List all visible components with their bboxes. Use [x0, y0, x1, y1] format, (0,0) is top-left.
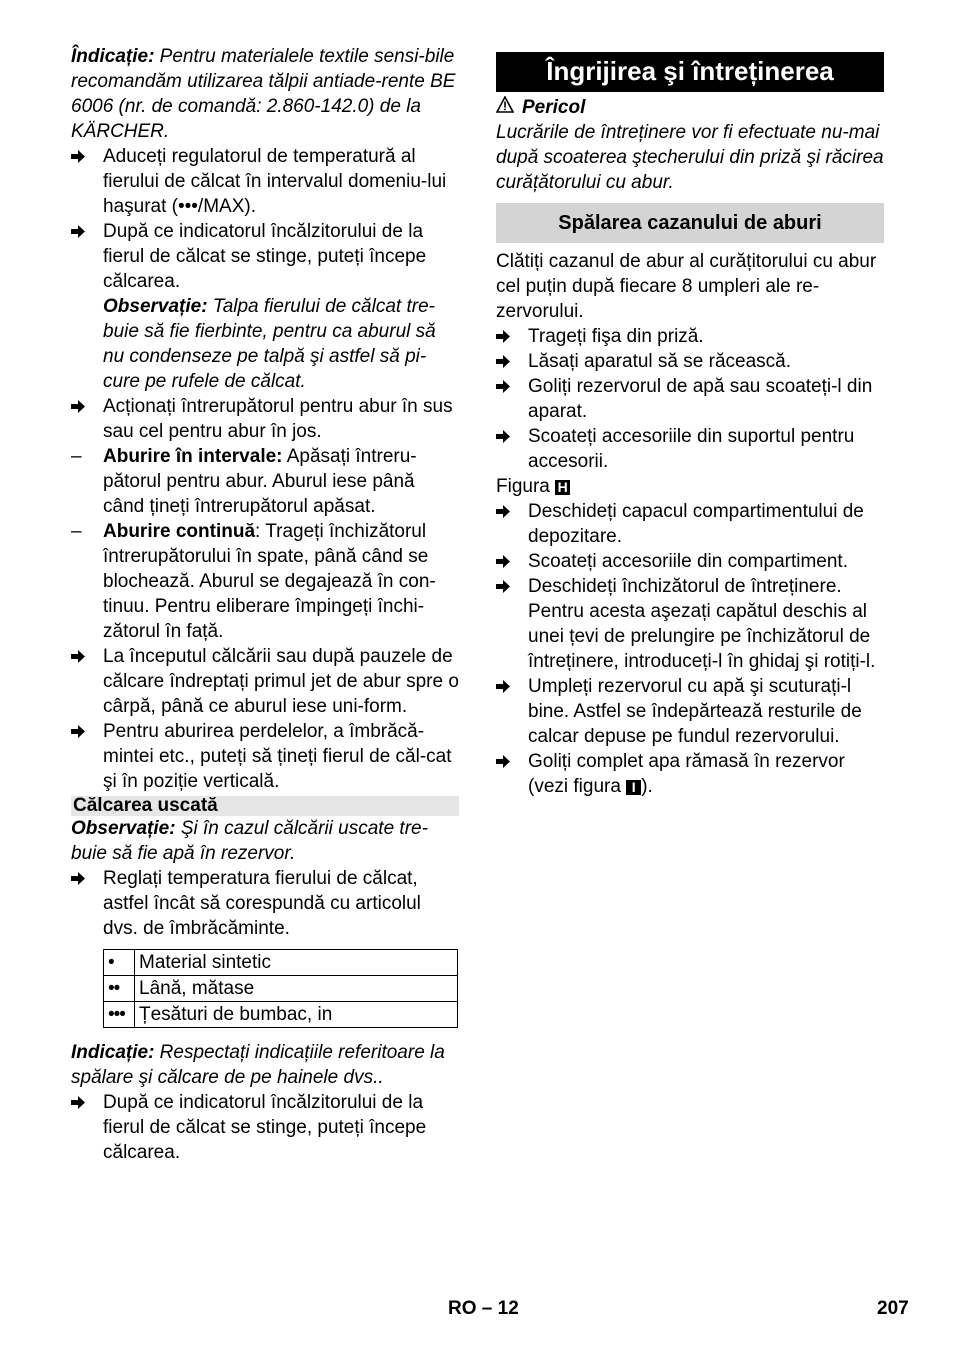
arrow-right-icon	[496, 549, 522, 568]
arrow-right-icon	[71, 719, 97, 738]
section-heading-dry-ironing: Călcarea uscată	[71, 796, 459, 816]
section-title: Îngrijirea şi întreținerea	[496, 52, 884, 92]
right-column	[496, 44, 884, 799]
left-column	[71, 44, 459, 1165]
fabric-name: Lână, mătase	[135, 976, 458, 1002]
table-row	[104, 950, 458, 976]
list-item: Trageți fişa din priză.	[496, 324, 884, 349]
page-number: 207	[877, 1298, 909, 1319]
fabric-name: Material sintetic	[135, 950, 458, 976]
footer-section-label: RO – 12	[448, 1298, 519, 1319]
dash-marker: –	[71, 446, 82, 467]
list-item: Deschideți închizătorul de întreținere. Pentru acesta aşezați capătul deschis al unei țevi de prelungire pe închizătorul de întreținere, introduceți-l în ghidaj şi rotiți-l.	[496, 574, 884, 674]
list-item: După ce indicatorul încălzitorului de la fierul de călcat se stinge, puteți începe călcarea.	[71, 1090, 459, 1165]
list-item: Goliți complet apa rămasă în rezervor (vezi figura I ).	[496, 749, 884, 799]
temperature-symbol: •••	[104, 1002, 135, 1028]
list-item: Aduceți regulatorul de temperatură al fierului de călcat în intervalul domeniu-lui haşurat (•••/MAX).	[71, 144, 459, 219]
observation-note: Observație: Şi în cazul călcării uscate tre-buie să fie apă în rezervor.	[71, 818, 428, 864]
fabric-name: Țesături de bumbac, in	[135, 1002, 458, 1028]
dash-marker: –	[71, 521, 82, 542]
arrow-right-icon	[496, 324, 522, 343]
table-row	[104, 1002, 458, 1028]
dash-item: – Aburire în intervale: Apăsați întreru-pătorul pentru abur. Aburul iese până când țineți întrerupătorul apăsat.	[71, 446, 417, 517]
intro-note: Îndicație: Pentru materialele textile sensi-bile recomandăm utilizarea tălpii antiade-rente BE 6006 (nr. de comandă: 2.860-142.0) de la KÄRCHER.	[71, 46, 456, 142]
table-row	[104, 976, 458, 1002]
list-item: Deschideți capacul compartimentului de depozitare.	[496, 499, 884, 549]
arrow-right-icon	[496, 424, 522, 443]
list-item: Lăsați aparatul să se răcească.	[496, 349, 884, 374]
arrow-right-icon	[71, 644, 97, 663]
list-item: Goliți rezervorul de apă sau scoateți-l din aparat.	[496, 374, 884, 424]
arrow-right-icon	[496, 674, 522, 693]
arrow-right-icon	[496, 349, 522, 368]
list-item: Acționați întrerupătorul pentru abur în sus sau cel pentru abur în jos.	[71, 394, 459, 444]
subsection-heading: Spălarea cazanului de aburi	[496, 203, 884, 243]
figure-h-badge: H	[555, 480, 570, 495]
indication-note: Indicație: Respectați indicațiile referitoare la spălare şi călcare de pe hainele dvs..	[71, 1042, 445, 1088]
arrow-right-icon	[71, 866, 97, 885]
arrow-right-icon	[71, 219, 97, 238]
list-item: La începutul călcării sau după pauzele de călcare îndreptați primul jet de abur spre o cârpă, până ce aburul iese uni-form.	[71, 644, 459, 719]
intro-paragraph: Clătiți cazanul de abur al curățitorului cu abur cel puțin după fiecare 8 umpleri ale re-zervorului.	[496, 251, 877, 322]
figure-i-badge: I	[626, 780, 641, 795]
arrow-right-icon	[496, 499, 522, 518]
danger-heading: Pericol	[496, 95, 884, 120]
list-item: Reglați temperatura fierului de călcat, astfel încât să corespundă cu articolul dvs. de îmbrăcăminte.	[71, 866, 459, 941]
arrow-right-icon	[496, 374, 522, 393]
list-item: Scoateți accesoriile din compartiment.	[496, 549, 884, 574]
arrow-right-icon	[496, 574, 522, 593]
list-item: Pentru aburirea perdelelor, a îmbrăcă-mintei etc., puteți să țineți fierul de căl-cat şi în poziție verticală.	[71, 719, 459, 794]
arrow-right-icon	[71, 394, 97, 413]
arrow-right-icon	[71, 1090, 97, 1109]
arrow-right-icon	[496, 749, 522, 768]
fabric-temperature-table	[103, 949, 458, 1028]
temperature-symbol: •	[104, 950, 135, 976]
list-item: După ce indicatorul încălzitorului de la fierul de călcat se stinge, puteți începe călcarea.	[71, 219, 459, 294]
dash-item: – Aburire continuă: Trageți închizătorul întrerupătorului în spate, până când se blochează. Aburul se degajează în con-tinuu. Pentru eliberare împingeți închi-zătorul în față.	[71, 521, 436, 642]
observation-note: Observație: Talpa fierului de călcat tre-buie să fie fierbinte, pentru ca aburul să nu condenseze pe talpă şi astfel să pi-cure pe rufele de călcat.	[103, 296, 436, 392]
figure-reference: Figura H	[496, 474, 884, 499]
temperature-symbol: ••	[104, 976, 135, 1002]
arrow-right-icon	[71, 144, 97, 163]
warning-triangle-icon	[496, 95, 522, 120]
danger-text: Lucrările de întreținere vor fi efectuate nu-mai după scoaterea ştecherului din priză şi răcirea curățătorului cu abur.	[496, 122, 884, 193]
list-item: Umpleți rezervorul cu apă şi scuturați-l bine. Astfel se îndepărtează resturile de calcar depuse pe fundul rezervorului.	[496, 674, 884, 749]
list-item: Scoateți accesoriile din suportul pentru accesorii.	[496, 424, 884, 474]
